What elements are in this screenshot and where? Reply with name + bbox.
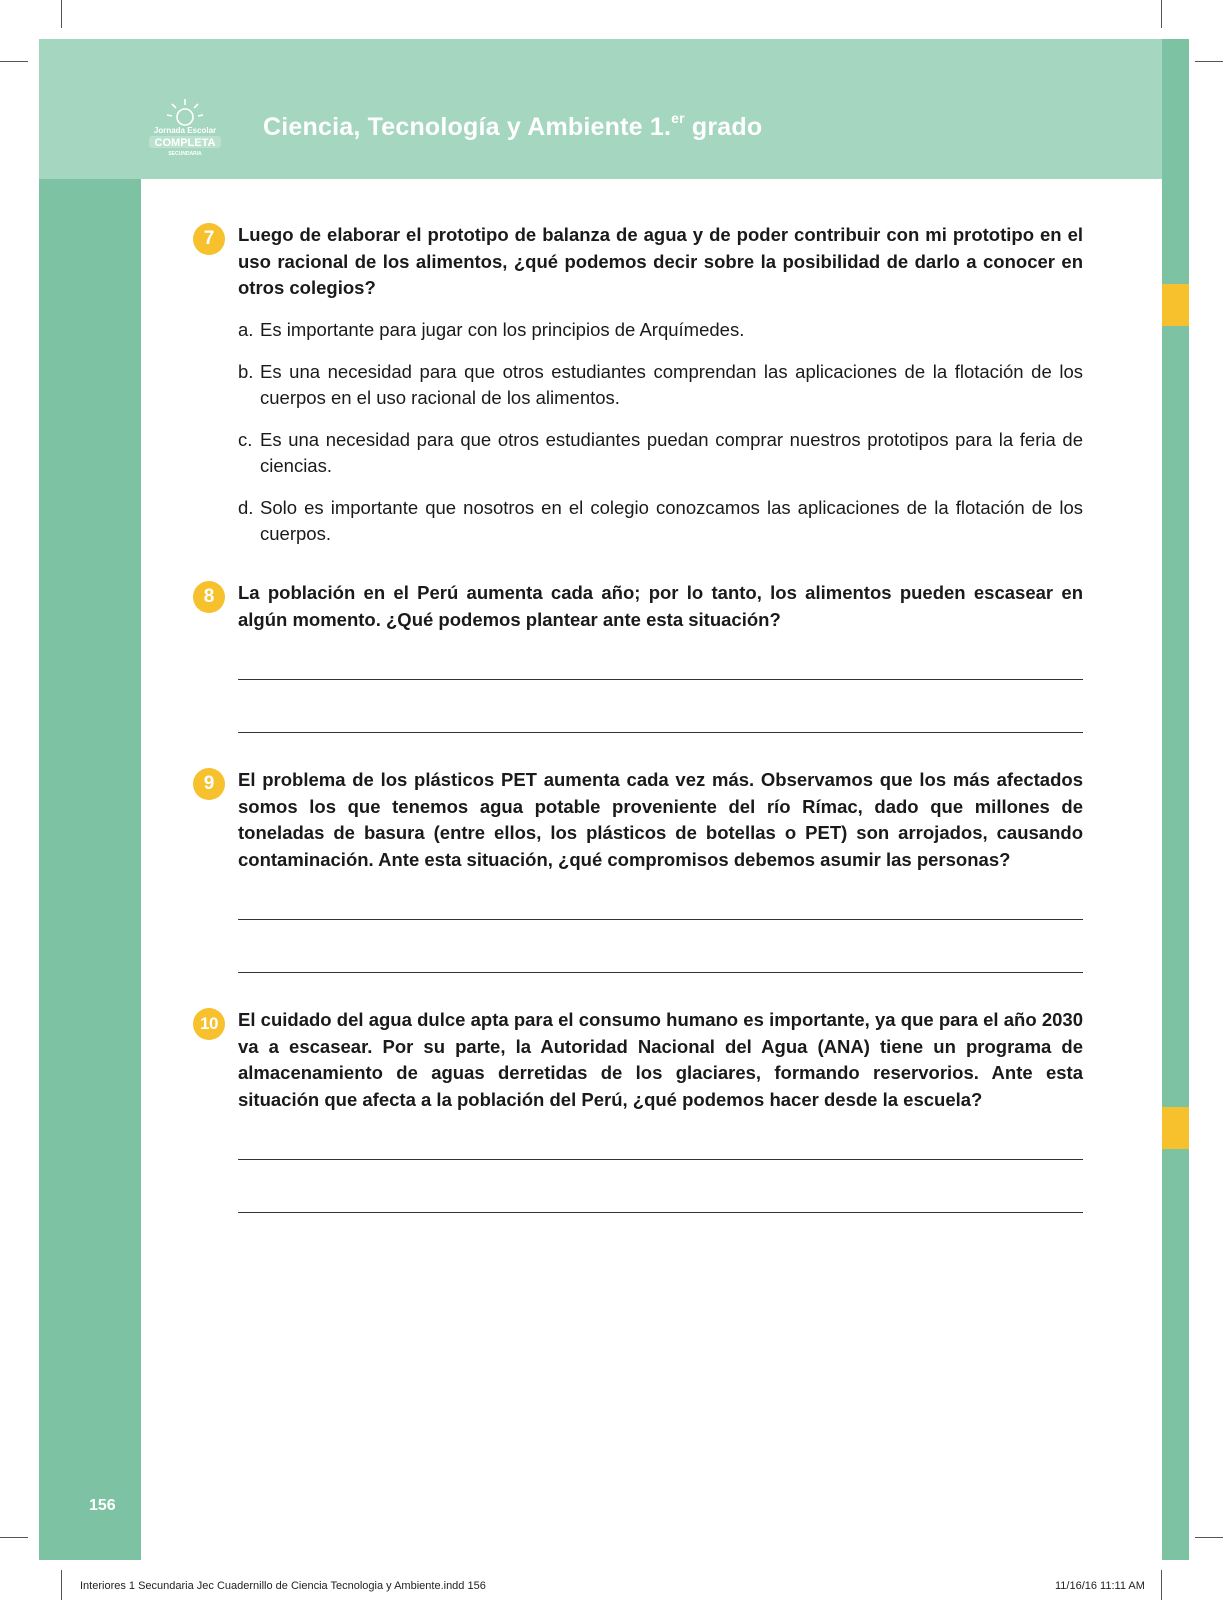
question-text: El problema de los plásticos PET aumenta cada vez más. Observamos que los más afectados somos los que tenemos agua potable proveniente del río Rímac, dado que millones de toneladas de basura (entre ellos, los plásticos de botellas o PET) son arrojados, causando contaminación. Ante esta situación, ¿qué compromisos debemos asumir las personas? [238, 769, 1083, 870]
logo-line3: SECUNDARIA [168, 151, 202, 157]
question-7-options [238, 317, 1083, 563]
option-letter: b. [238, 360, 254, 382]
crop-mark [1195, 1537, 1223, 1538]
question-text: El cuidado del agua dulce apta para el consumo humano es importante, ya que para el año 2030 va a escasear. Por su parte, la Autoridad Nacional del Agua (ANA) tiene un programa de almacenamiento de aguas derretidas de los glaciares, formando reservorios. Ante esta situación que afecta a la población del Perú, ¿qué podemos hacer desde la escuela? [238, 1009, 1083, 1110]
option-letter: d. [238, 496, 254, 518]
page-title [263, 110, 763, 142]
logo-line1: Jornada Escolar [153, 126, 217, 135]
left-margin-band [39, 179, 141, 1560]
crop-mark [0, 1537, 28, 1538]
crop-mark [61, 0, 62, 28]
question-text: La población en el Perú aumenta cada año; por lo tanto, los alimentos pueden escasear en algún momento. ¿Qué podemos plantear ante esta situación? [238, 582, 1083, 630]
crop-mark [1161, 1570, 1162, 1600]
crop-mark [61, 1570, 62, 1600]
option-letter: a. [238, 319, 254, 340]
title-superscript: er [671, 110, 685, 126]
option-text: Es una necesidad para que otros estudiantes puedan comprar nuestros prototipos para la feria de ciencias. [260, 428, 1083, 476]
crop-mark [1161, 0, 1162, 28]
jornada-escolar-completa-logo [143, 97, 227, 159]
option-d[interactable] [238, 495, 1083, 548]
answer-line[interactable] [238, 1159, 1083, 1160]
crop-mark [0, 61, 28, 62]
answer-line[interactable] [238, 732, 1083, 733]
option-c[interactable] [238, 427, 1083, 480]
footer-filename: Interiores 1 Secundaria Jec Cuadernillo de Ciencia Tecnologia y Ambiente.indd 156 [80, 1580, 486, 1592]
option-text: Es importante para jugar con los principios de Arquímedes. [260, 319, 745, 340]
page-number: 156 [89, 1497, 116, 1514]
answer-line[interactable] [238, 679, 1083, 680]
option-letter: c. [238, 428, 253, 450]
section-tab-marker [1162, 1107, 1189, 1149]
question-number-badge: 7 [193, 223, 225, 255]
title-main: Ciencia, Tecnología y Ambiente 1. [263, 113, 672, 141]
footer-timestamp: 11/16/16 11:11 AM [1055, 1580, 1145, 1592]
right-margin-band [1162, 39, 1189, 1560]
option-a[interactable] [238, 317, 1083, 344]
title-tail: grado [684, 113, 763, 141]
answer-line[interactable] [238, 1212, 1083, 1213]
question-text: Luego de elaborar el prototipo de balanza de agua y de poder contribuir con mi prototipo en el uso racional de los alimentos, ¿qué podemos decir sobre la posibilidad de darlo a conocer en otros colegios? [238, 224, 1083, 298]
question-number-badge: 10 [193, 1008, 225, 1040]
option-text: Solo es importante que nosotros en el colegio conozcamos las aplicaciones de la flotación de los cuerpos. [260, 496, 1083, 544]
option-b[interactable] [238, 359, 1083, 412]
question-number-badge: 9 [193, 768, 225, 800]
section-tab-marker [1162, 284, 1189, 326]
option-text: Es una necesidad para que otros estudiantes comprendan las aplicaciones de la flotación de los cuerpos en el uso racional de los alimentos. [260, 360, 1083, 408]
question-number-badge: 8 [193, 581, 225, 613]
crop-mark [1195, 61, 1223, 62]
logo-line2: COMPLETA [154, 137, 216, 149]
answer-line[interactable] [238, 972, 1083, 973]
answer-line[interactable] [238, 919, 1083, 920]
